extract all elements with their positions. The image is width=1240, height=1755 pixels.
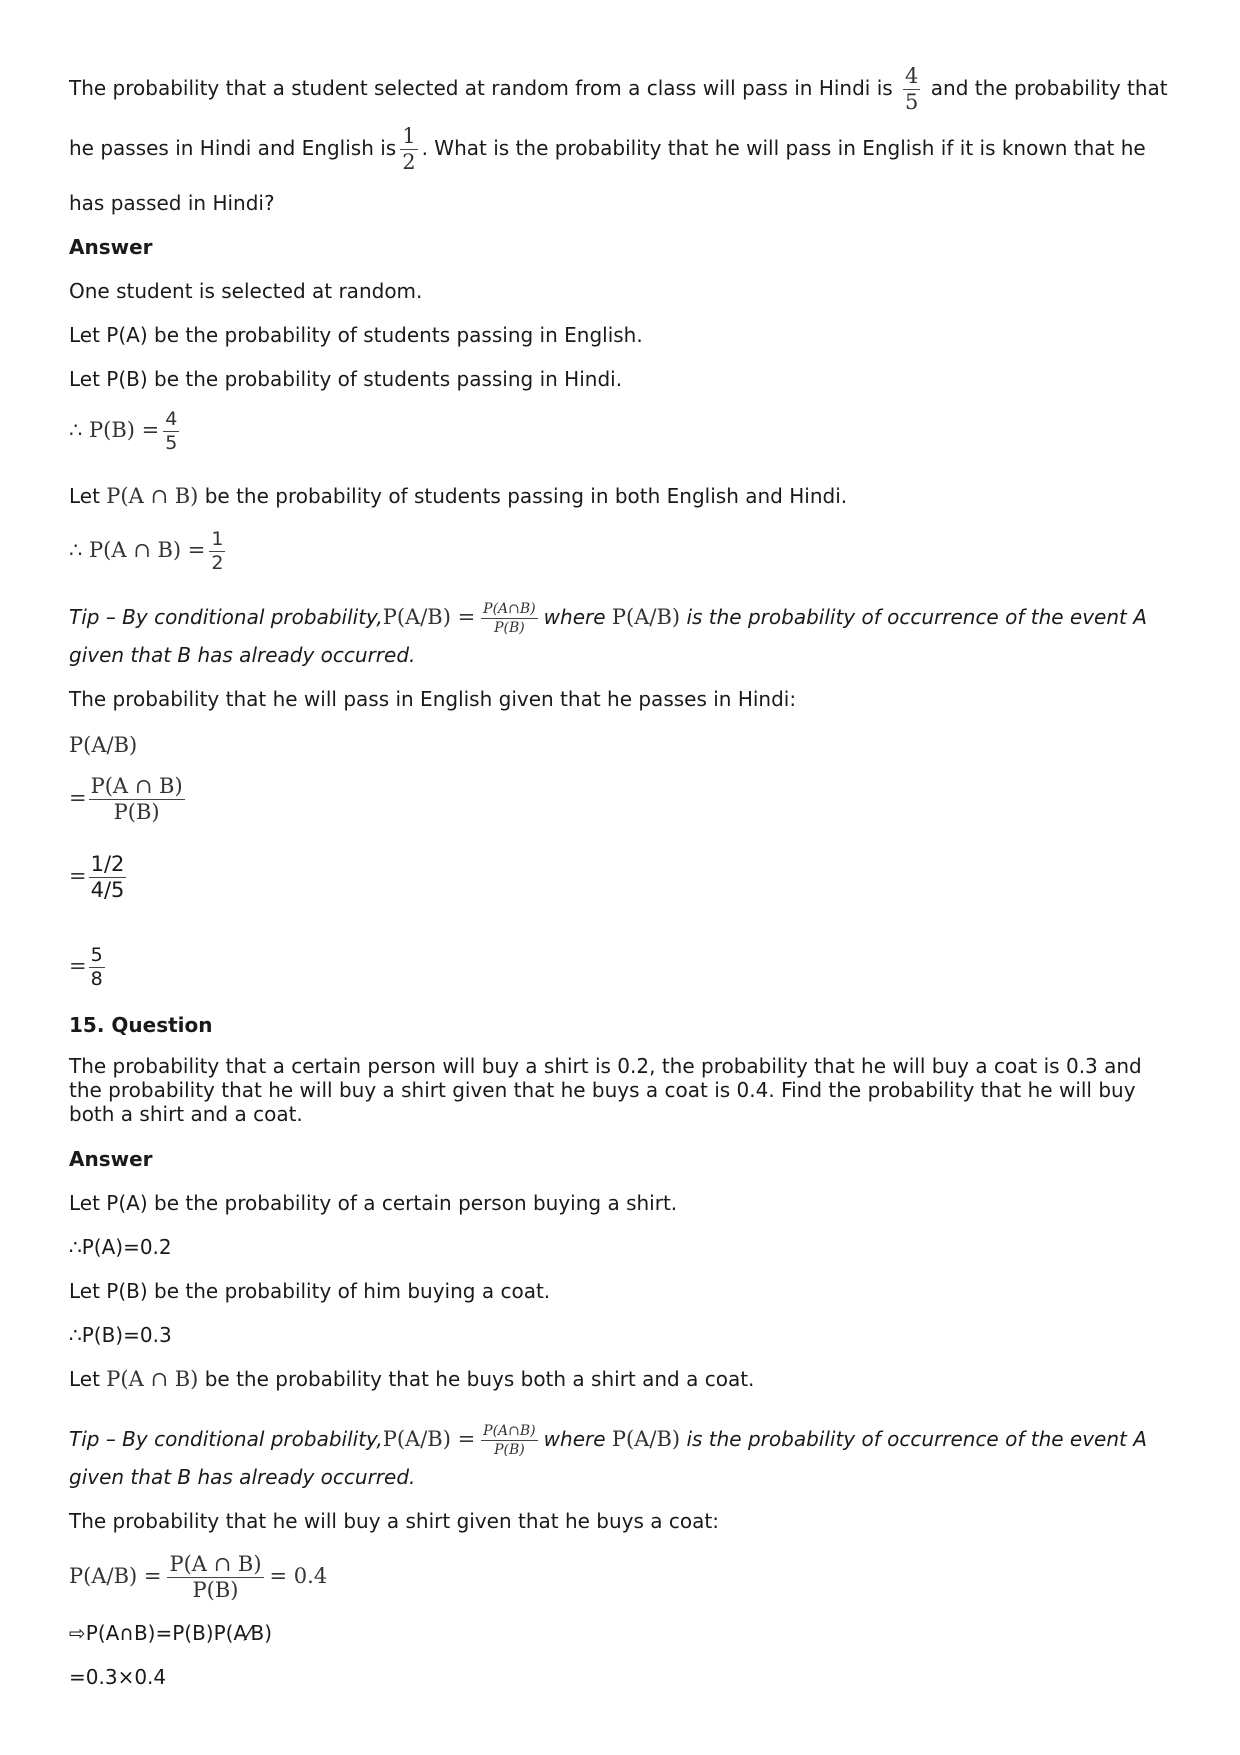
tip-line-2: given that B has already occurred. xyxy=(69,1465,416,1489)
answer-line: The probability that he will pass in English given that he passes in Hindi: xyxy=(69,687,797,711)
equation-pb: ∴ P(B) = $\frac{4}{5}$ xyxy=(69,408,178,454)
answer-heading: Answer xyxy=(69,1147,153,1171)
answer-line: ∴P(A)=0.2 xyxy=(69,1235,172,1259)
step-fraction: = $\frac{P(A \cap B)}{P(B)}$ xyxy=(69,774,183,824)
step-pab-given: P(A/B) xyxy=(69,733,138,757)
tip-line-2: given that B has already occurred. xyxy=(69,643,416,667)
step-line: ⇨P(A∩B)=P(B)P(A⁄B) xyxy=(69,1621,273,1645)
math-symbol: P(A ∩ B) xyxy=(106,1367,199,1391)
answer-line: One student is selected at random. xyxy=(69,279,423,303)
answer-line: The probability that he will buy a shirt given that he buys a coat: xyxy=(69,1509,719,1533)
answer-heading: Answer xyxy=(69,235,153,259)
fraction-four-fifths: $\frac{4}{5}$ xyxy=(905,64,919,114)
question-text: The probability that a certain person will buy a shirt is 0.2, the probability that he will buy a coat is 0.3 and the probability that he will buy a shirt given that he buys a coat is 0.4. Find the probability that he will buy both a shirt and a coat. xyxy=(69,1054,1142,1126)
math-symbol: P(A ∩ B) xyxy=(106,484,199,508)
q14-line-1: The probability that a student selected at random from a class will pass in Hindi is $\frac{4}{5}$ and the probability that xyxy=(69,64,1168,114)
step-line: =0.3×0.4 xyxy=(69,1665,167,1689)
answer-line: Let P(A) be the probability of a certain person buying a shirt. xyxy=(69,1191,678,1215)
tip-line-1: Tip – By conditional probability,P(A/B) = $\frac{P(A\cap B)}{P(B)}$ where P(A/B) is the probability of occurrence of the event A xyxy=(69,601,1147,636)
equation-pab: ∴ P(A ∩ B) = $\frac{1}{2}$ xyxy=(69,528,224,574)
answer-line: Let P(A ∩ B) be the probability of students passing in both English and Hindi. xyxy=(69,484,848,508)
tip-line-1: Tip – By conditional probability,P(A/B) = $\frac{P(A\cap B)}{P(B)}$ where P(A/B) is the probability of occurrence of the event A xyxy=(69,1423,1147,1458)
answer-line: Let P(B) be the probability of students passing in Hindi. xyxy=(69,367,623,391)
step-fraction: = $\frac{5}{8}$ xyxy=(69,944,103,990)
q14-line-3: has passed in Hindi? xyxy=(69,191,275,215)
answer-line: Let P(B) be the probability of him buying a coat. xyxy=(69,1279,551,1303)
question-heading: 15. Question xyxy=(69,1013,213,1037)
answer-line: Let P(A ∩ B) be the probability that he buys both a shirt and a coat. xyxy=(69,1367,755,1391)
answer-line: ∴P(B)=0.3 xyxy=(69,1323,172,1347)
q14-line-2: he passes in Hindi and English is $\frac{1}{2}$ . What is the probability that he will pass in English if it is known that he xyxy=(69,124,1146,174)
answer-line: Let P(A) be the probability of students passing in English. xyxy=(69,323,643,347)
fraction-one-half: $\frac{1}{2}$ xyxy=(402,124,416,174)
step-fraction: = $\frac{1/2}{4/5}$ xyxy=(69,852,125,902)
equation-conditional: P(A/B) = $\frac{P(A \cap B)}{P(B)}$ = 0.4 xyxy=(69,1552,328,1602)
